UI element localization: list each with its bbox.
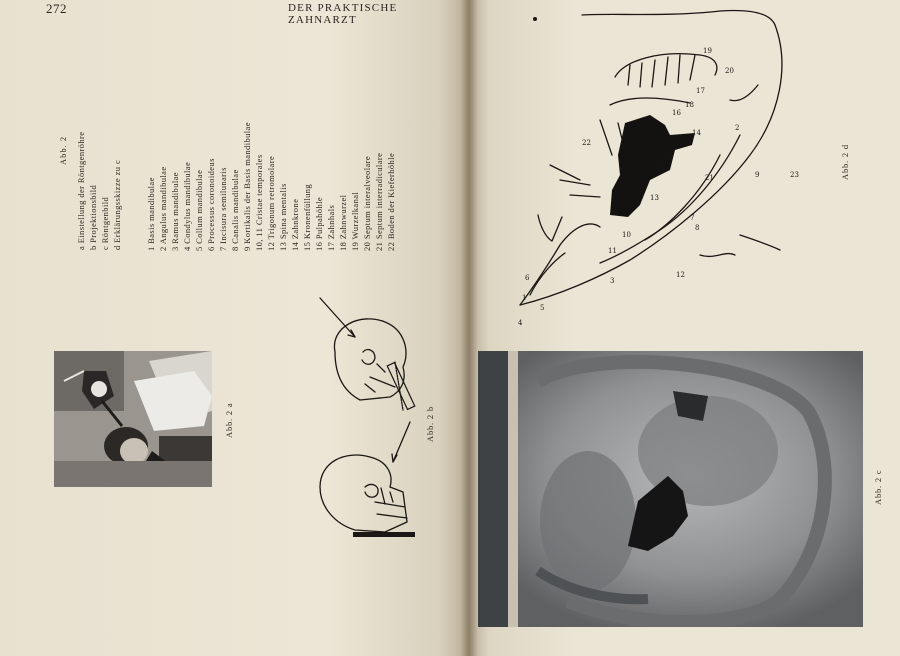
sketch-number: 13 (650, 194, 659, 202)
legend-item: 17 Zahnhals (326, 204, 336, 251)
caption-part-a: a Einstellung der Röntgenröhre (76, 131, 86, 250)
figure-label-2c: Abb. 2 c (873, 469, 883, 505)
skull-projection-sketch (315, 292, 435, 542)
book-gutter (460, 0, 478, 656)
legend-item: 5 Collum mandibulae (194, 169, 204, 251)
sketch-number: 20 (725, 67, 734, 75)
legend-item: 16 Pulpahöhle (314, 196, 324, 251)
sketch-number: 15 (660, 157, 669, 165)
legend-item: 22 Boden der Kieferhöhle (386, 152, 396, 251)
legend-item: 10, 11 Cristae temporales (254, 154, 264, 251)
legend-item: 3 Ramus mandibulae (170, 172, 180, 251)
running-head: DER PRAKTISCHE ZAHNARZT (288, 2, 398, 26)
sketch-number: 7 (690, 214, 695, 222)
legend-item: 2 Angulus mandibulae (158, 166, 168, 251)
sketch-number: 18 (685, 101, 694, 109)
legend-item: 20 Septum interalveolare (362, 155, 372, 251)
sketch-number: 23 (790, 171, 799, 179)
sketch-number: 16 (672, 109, 681, 117)
sketch-number: 10 (622, 231, 631, 239)
legend-item: 8 Canalis mandibulae (230, 169, 240, 251)
legend-item: 12 Trigonum retromolare (266, 155, 276, 251)
sketch-number: 8 (695, 224, 700, 232)
sketch-number: 22 (582, 139, 591, 147)
caption-part-c: c Röntgenbild (100, 196, 110, 250)
xray-image (478, 351, 863, 627)
page-number: 272 (46, 1, 67, 16)
legend-item: 7 Incisura semilunaris (218, 167, 228, 251)
figure-label-2a: Abb. 2 a (224, 402, 234, 438)
caption-part-d: d Erklärungsskizze zu c (112, 159, 122, 250)
sketch-number: 14 (692, 129, 701, 137)
sketch-number: 2 (735, 124, 740, 132)
caption-title: Abb. 2 (58, 135, 68, 165)
sketch-number: 1 (522, 294, 527, 302)
sketch-number: 6 (525, 274, 530, 282)
sketch-number: 17 (696, 87, 705, 95)
sketch-number: 5 (540, 304, 545, 312)
legend-item: 9 Kortikalis der Basis mandibulae (242, 122, 252, 251)
figure-label-2d: Abb. 2 d (840, 144, 850, 180)
sketch-number: 3 (610, 277, 615, 285)
sketch-number: 12 (676, 271, 685, 279)
legend-item: 13 Spina mentalis (278, 183, 288, 251)
legend-item: 6 Processus coronoideus (206, 158, 216, 251)
legend-item: 15 Kronenfüllung (302, 183, 312, 251)
legend-item: 19 Wurzelkanal (350, 191, 360, 251)
explanatory-sketch (500, 5, 840, 335)
sketch-number: 19 (703, 47, 712, 55)
sketch-number: 9 (755, 171, 760, 179)
legend-item: 14 Zahnkrone (290, 198, 300, 251)
legend-item: 18 Zahnwurzel (338, 194, 348, 251)
legend-item: 21 Septum interradiculare (374, 152, 384, 251)
sketch-number: 21 (705, 174, 714, 182)
sketch-number: 4 (518, 319, 523, 327)
legend-item: 4 Condylus mandibulae (182, 161, 192, 251)
caption-part-b: b Projektionsbild (88, 184, 98, 250)
sketch-number: 11 (608, 247, 617, 255)
figure-label-2b: Abb. 2 b (425, 406, 435, 442)
legend-item: 1 Basis mandibulae (146, 177, 156, 251)
photo-xray-setup (54, 351, 212, 487)
